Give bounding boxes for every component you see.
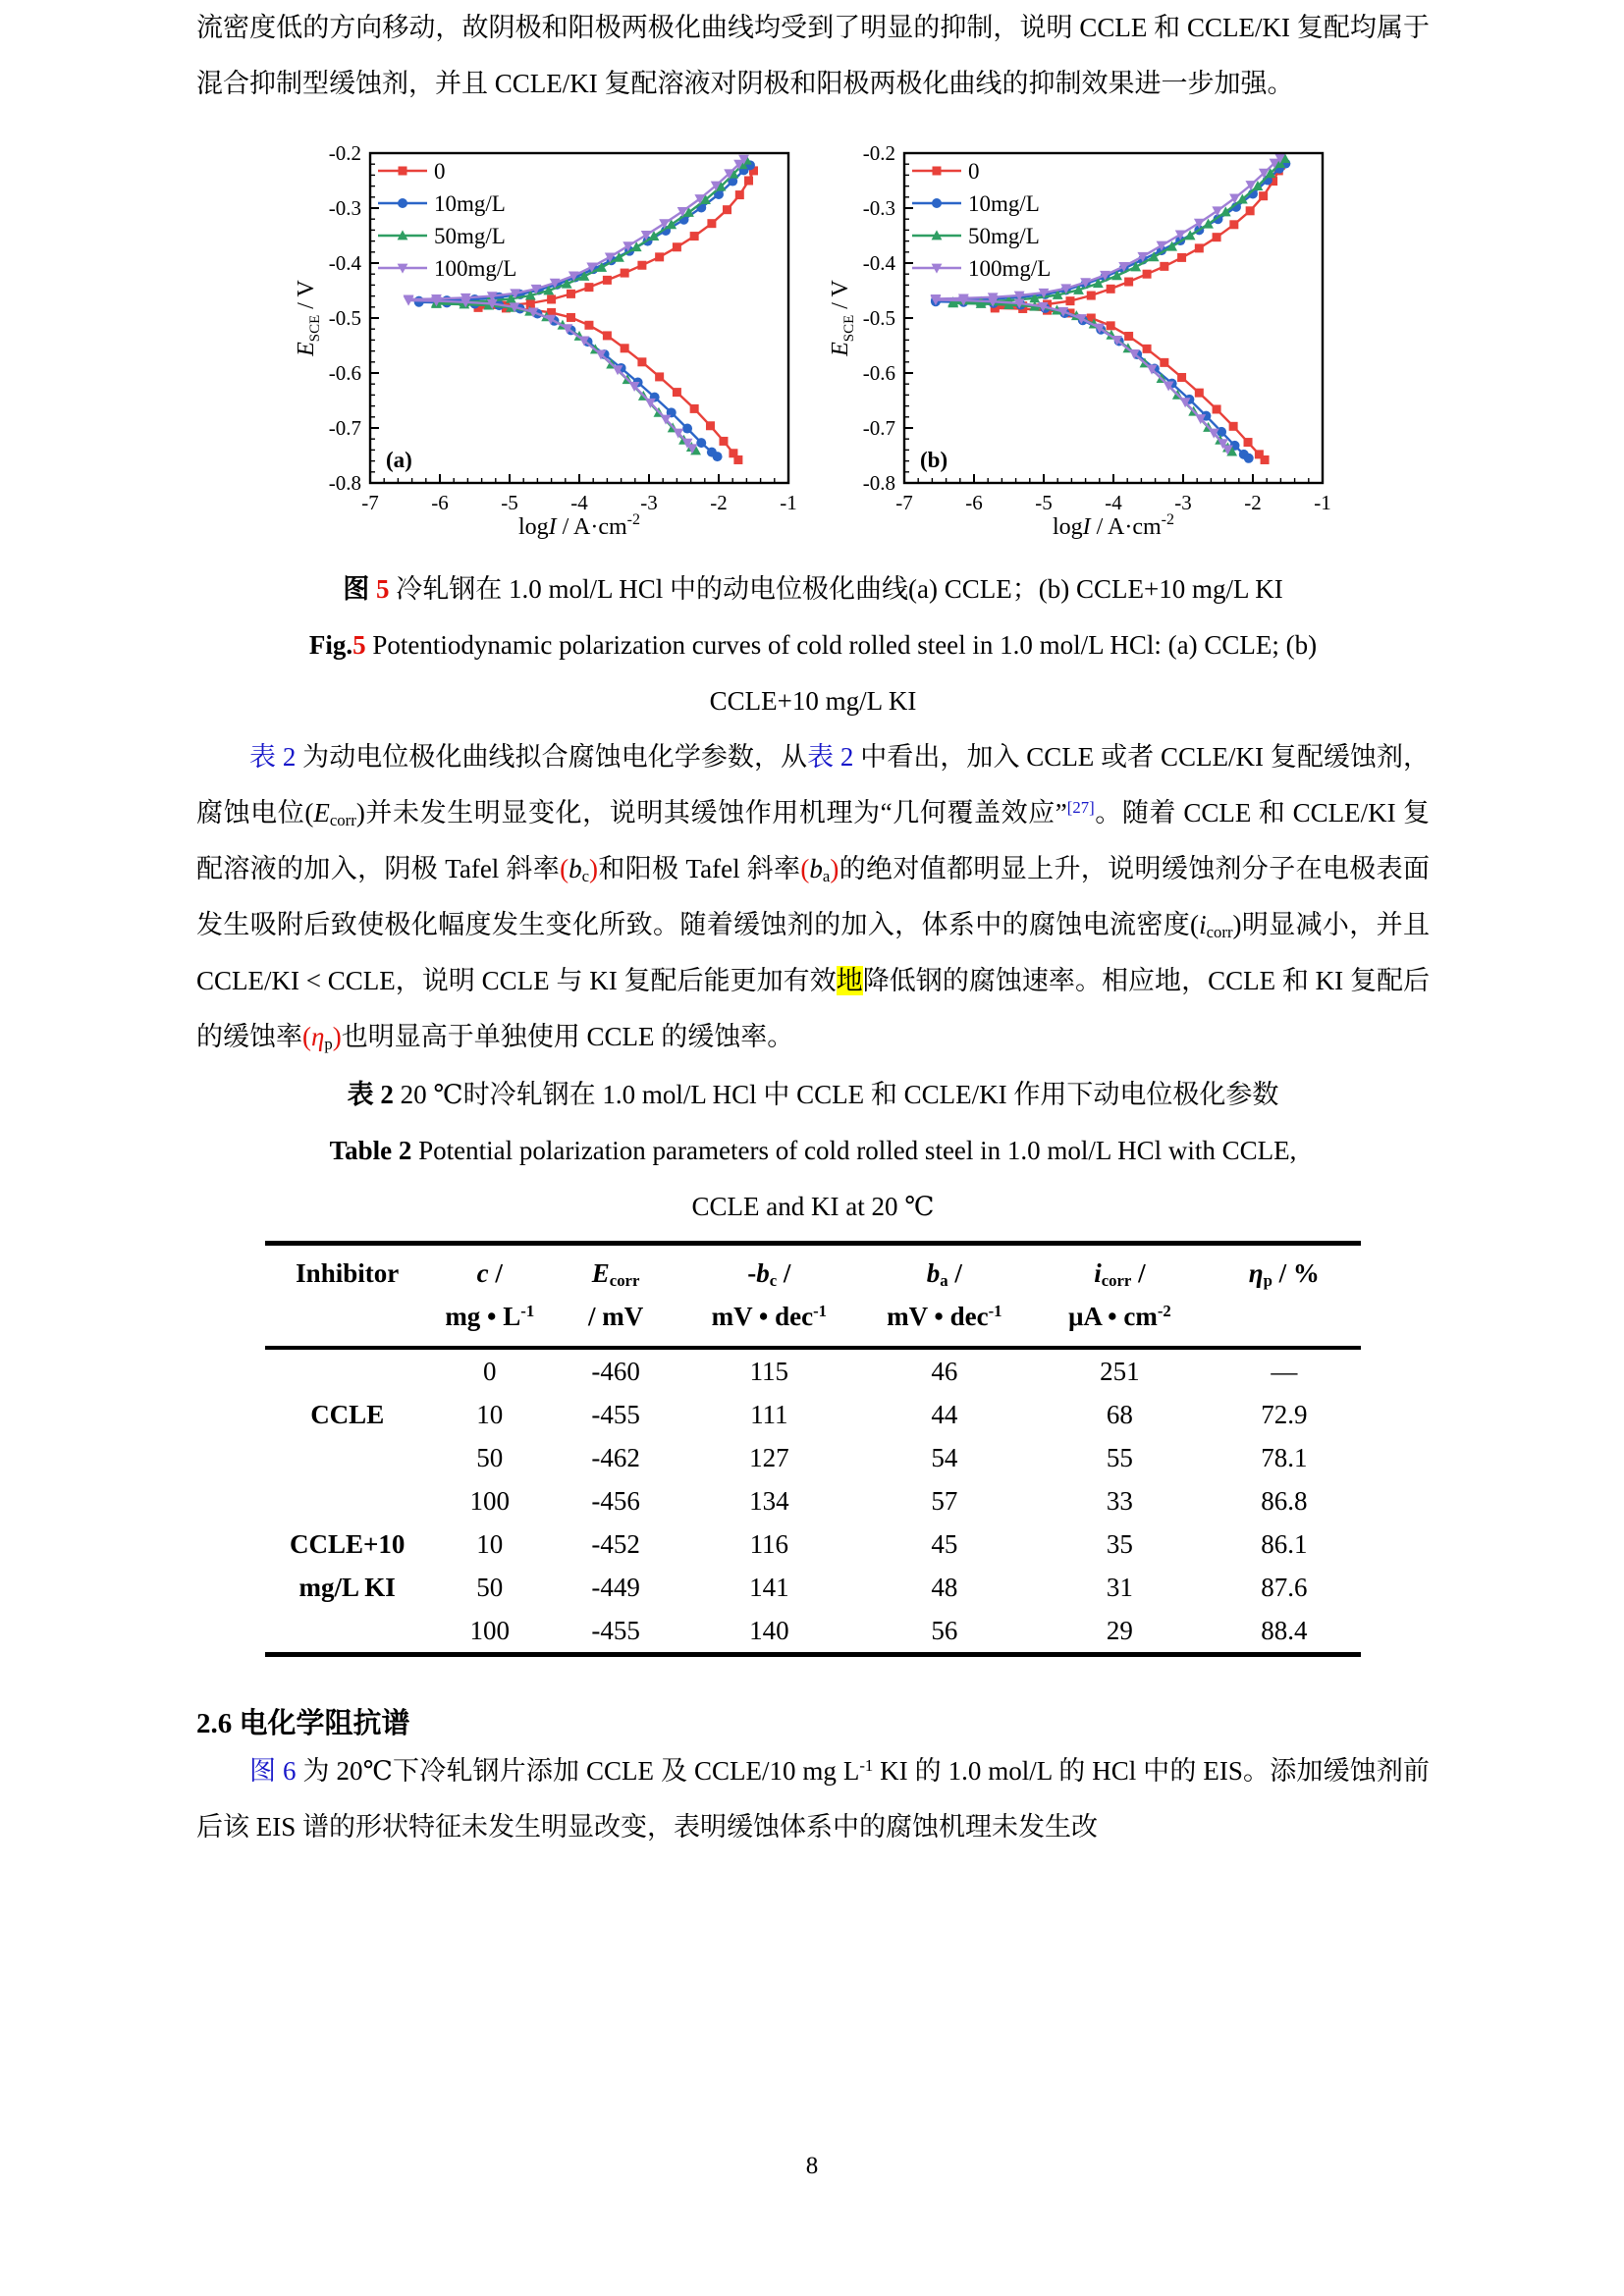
citation-27: [27] [1066, 797, 1095, 817]
page-number: 8 [805, 2153, 819, 2179]
svg-text:-0.3: -0.3 [862, 196, 895, 220]
page-content [196, 0, 1430, 1855]
col-header-inhibitor: Inhibitor [265, 1244, 429, 1349]
figure-caption-en-line1 [196, 617, 1430, 673]
table-row: 0 -460 115 46 251 — [483, 1357, 1298, 1386]
svg-text:(b): (b) [920, 448, 948, 472]
col-header-concentration: c / mg • $L^{-1}$ [429, 1244, 550, 1349]
svg-text:-0.6: -0.6 [328, 361, 361, 385]
table-2 [265, 1241, 1361, 1657]
paragraph-intro: 流密度低的方向移动，故阴极和阳极两极化曲线均受到了明显的抑制，说明 CCLE 和 CCLE/KI 复配均属于混合抑制型缓蚀剂，并且 CCLE/KI 复配溶液对阴极和阳极两极化曲线的抑制效果进一步加强。 [196, 13, 1430, 98]
svg-text:0: 0 [434, 159, 446, 184]
col-header-eta: $\eta_p$ / % [1208, 1244, 1361, 1349]
figure-6-ref: 图 6 [249, 1756, 303, 1786]
table-row: CCLE+10 10 -452 116 45 35 86.1 [289, 1529, 1308, 1559]
col-header-bc: $-b_c$ / mV • dec$^{-1}$ [681, 1244, 857, 1349]
col-header-ba: $b_a$ / mV • dec$^{-1}$ [857, 1244, 1033, 1349]
svg-text:-0.4: -0.4 [862, 251, 895, 275]
figure-label-zh: 图 [343, 574, 370, 604]
svg-text:10mg/L: 10mg/L [434, 191, 506, 216]
svg-text:ESCE / V: $E_{SCE}$ / V [294, 280, 323, 356]
svg-text:-0.2: -0.2 [862, 141, 895, 165]
table-caption-en-line2: CCLE and KI at 20 ℃ [691, 1192, 935, 1221]
svg-text:-6: -6 [965, 491, 983, 514]
figure-caption-zh-text: 冷轧钢在 1.0 mol/L HCl 中的动电位极化曲线(a) CCLE；(b) CCLE+10 mg/L KI [389, 574, 1283, 604]
svg-text:-7: -7 [895, 491, 913, 514]
table-row: 100 -455 140 56 29 88.4 [469, 1616, 1308, 1645]
table-body [265, 1348, 1361, 1655]
figure-caption-en-text: Potentiodynamic polarization curves of cold rolled steel in 1.0 mol/L HCl: (a) CCLE; (b) [365, 630, 1318, 660]
svg-text:-1: -1 [780, 491, 797, 514]
highlighted-char: 地 [836, 966, 863, 995]
symbol-eta: η [311, 1022, 325, 1051]
svg-text:-2: -2 [710, 491, 728, 514]
svg-text:-0.5: -0.5 [862, 306, 895, 330]
svg-text:-0.4: -0.4 [328, 251, 361, 275]
svg-text:-0.6: -0.6 [862, 361, 895, 385]
svg-text:-1: -1 [1314, 491, 1331, 514]
svg-text:-0.8: -0.8 [328, 471, 361, 495]
table-2-captions [196, 1067, 1430, 1235]
svg-text:-0.7: -0.7 [862, 416, 895, 440]
symbol-Ecorr: E [313, 798, 330, 828]
paragraph-eis: 图 6 为 20℃下冷轧钢片添加 CCLE 及 CCLE/10 mg $L^{-1}$ KI 的 1.0 mol/L 的 HCl 中的 EIS。添加缓蚀剂前后该 EIS 谱的形状特征未发生明显改变，表明缓蚀体系中的腐蚀机理未发生改 [196, 1755, 1430, 1842]
table-row: 50 -462 127 54 55 78.1 [476, 1443, 1308, 1472]
svg-text:-4: -4 [1105, 491, 1122, 514]
svg-text:50mg/L: 50mg/L [434, 224, 506, 248]
table-row: mg/L KI 50 -449 141 48 31 87.6 [298, 1573, 1308, 1602]
svg-text:10mg/L: 10mg/L [968, 191, 1040, 216]
svg-text:0: 0 [968, 159, 980, 184]
svg-text:-5: -5 [1035, 491, 1053, 514]
paragraph-discussion: 表 2 为动电位极化曲线拟合腐蚀电化学参数，从表 2 中看出，加入 CCLE 或者 CCLE/KI 复配缓蚀剂，腐蚀电位$(E_{corr})$并未发生明显变化，说明其缓蚀作用机理为“几何覆盖效应”[27]。随着 CCLE 和 CCLE/KI 复配溶液的加入，阴极 Tafel 斜率$(b_c)$和阳极 Tafel 斜率$(b_a)$的绝对值都明显上升，说明缓蚀剂分子在电极表面发生吸附后致使极化幅度发生变化所致。随着缓蚀剂的加入，体系中的腐蚀电流密度$(i_{corr})$明显减小，并且 CCLE/KI < CCLE，说明 CCLE 与 KI 复配后能更加有效地降低钢的腐蚀速率。相应地，CCLE 和 KI 复配后的缓蚀率$(\eta_p)$也明显高于单独使用 CCLE 的缓蚀率。 [196, 742, 1431, 1054]
svg-text:-0.3: -0.3 [328, 196, 361, 220]
svg-text:logI / A·cm-2: $\log I / A\cdot cm^{-2}$ [1053, 511, 1174, 540]
svg-text:-0.5: -0.5 [328, 306, 361, 330]
svg-text:-2: -2 [1244, 491, 1262, 514]
polarization-chart-a [286, 137, 806, 560]
svg-text:50mg/L: 50mg/L [968, 224, 1040, 248]
symbol-bc: b [568, 854, 582, 883]
symbol-icorr: i [1199, 910, 1207, 939]
table-caption-en-line1: Table 2 Potential polarization parameters of cold rolled steel in 1.0 mol/L HCl with CCLE, [329, 1136, 1297, 1165]
figure-number-zh: 5 [369, 574, 390, 604]
symbol-ba: b [809, 854, 823, 883]
svg-text:-3: -3 [640, 491, 658, 514]
svg-text:logI / A·cm-2: $\log I / A\cdot cm^{-2}$ [518, 511, 640, 540]
table-caption-zh: 表 2 20 ℃时冷轧钢在 1.0 mol/L HCl 中 CCLE 和 CCLE/KI 作用下动电位极化参数 [347, 1080, 1279, 1109]
svg-text:-0.8: -0.8 [862, 471, 895, 495]
svg-text:-3: -3 [1174, 491, 1192, 514]
table-row: CCLE 10 -455 111 44 68 72.9 [310, 1400, 1308, 1429]
figure-caption-en-line2: CCLE+10 mg/L KI [709, 686, 917, 716]
svg-text:-0.7: -0.7 [328, 416, 361, 440]
svg-text:-4: -4 [570, 491, 588, 514]
figure-5 [196, 137, 1430, 560]
col-header-icorr: $i_{corr}$ / μA • $cm^{-2}$ [1032, 1244, 1208, 1349]
section-heading-2-6: 2.6 电化学阻抗谱 [196, 1708, 410, 1739]
figure-caption-zh [196, 561, 1430, 617]
svg-text:ESCE / V: $E_{SCE}$ / V [828, 280, 857, 356]
table-row: 100 -456 134 57 33 86.8 [469, 1486, 1308, 1516]
svg-text:-5: -5 [501, 491, 518, 514]
table-ref: 表 2 [807, 742, 861, 772]
table-header [265, 1244, 1361, 1349]
figure-number-en: 5 [352, 630, 366, 660]
svg-text:(a): (a) [386, 448, 412, 472]
svg-text:-7: -7 [361, 491, 379, 514]
svg-text:100mg/L: 100mg/L [434, 256, 517, 281]
svg-text:-6: -6 [431, 491, 449, 514]
svg-text:100mg/L: 100mg/L [968, 256, 1052, 281]
figure-label-en: Fig. [308, 630, 353, 660]
polarization-chart-b [820, 137, 1340, 560]
col-header-ecorr: $E_{corr}$ / mV [550, 1244, 681, 1349]
figure-5-captions [196, 561, 1430, 729]
table-ref: 表 2 [249, 742, 303, 772]
svg-text:-0.2: -0.2 [328, 141, 361, 165]
